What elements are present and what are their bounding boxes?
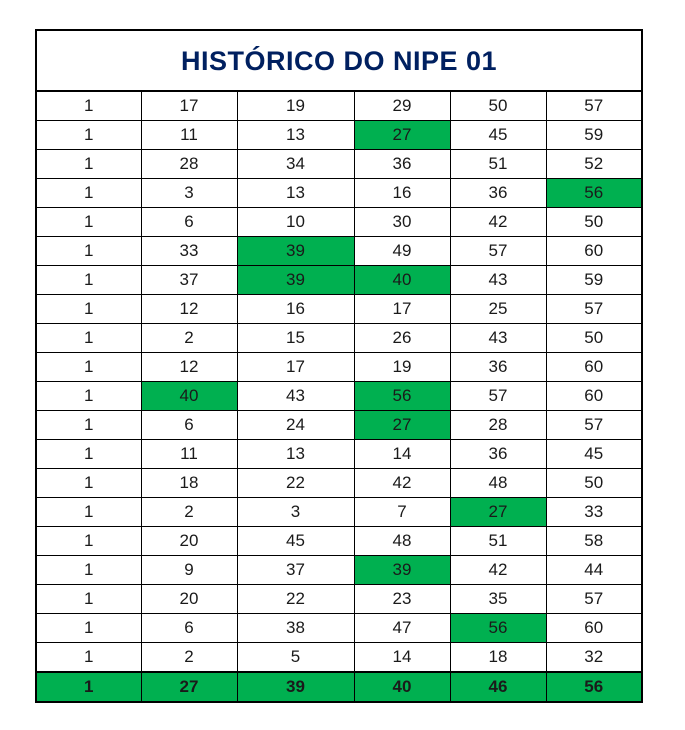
- table-cell: 28: [450, 411, 546, 440]
- table-cell: 22: [237, 585, 354, 614]
- table-cell: 1: [36, 469, 141, 498]
- table-cell: 43: [450, 266, 546, 295]
- table-cell: 57: [546, 585, 642, 614]
- total-cell: 40: [354, 672, 450, 702]
- table-cell: 27: [354, 121, 450, 150]
- title-row: [36, 30, 642, 91]
- table-cell: 1: [36, 150, 141, 179]
- table-cell: 18: [141, 469, 237, 498]
- table-cell: 59: [546, 266, 642, 295]
- table-cell: 1: [36, 266, 141, 295]
- total-cell: 56: [546, 672, 642, 702]
- table-cell: 34: [237, 150, 354, 179]
- table-cell: 7: [354, 498, 450, 527]
- table-cell: 12: [141, 295, 237, 324]
- table-row: [36, 643, 642, 673]
- table-cell: 40: [141, 382, 237, 411]
- table-cell: 36: [450, 179, 546, 208]
- table-cell: 57: [450, 382, 546, 411]
- table-row: [36, 353, 642, 382]
- table-row: [36, 266, 642, 295]
- table-cell: 42: [450, 208, 546, 237]
- table-cell: 3: [141, 179, 237, 208]
- table-cell: 60: [546, 382, 642, 411]
- table-cell: 50: [546, 324, 642, 353]
- table-cell: 2: [141, 324, 237, 353]
- table-cell: 15: [237, 324, 354, 353]
- table-cell: 13: [237, 179, 354, 208]
- table-row: [36, 556, 642, 585]
- table-cell: 50: [546, 469, 642, 498]
- table-cell: 26: [354, 324, 450, 353]
- table-cell: 10: [237, 208, 354, 237]
- table-row: [36, 585, 642, 614]
- table-cell: 1: [36, 91, 141, 121]
- table-cell: 36: [450, 353, 546, 382]
- table-cell: 20: [141, 527, 237, 556]
- table-row: [36, 179, 642, 208]
- table-cell: 17: [141, 91, 237, 121]
- table-row: [36, 91, 642, 121]
- table-cell: 1: [36, 324, 141, 353]
- table-cell: 40: [354, 266, 450, 295]
- table-cell: 9: [141, 556, 237, 585]
- table-cell: 39: [237, 237, 354, 266]
- table-cell: 1: [36, 643, 141, 673]
- table-cell: 1: [36, 411, 141, 440]
- table-cell: 27: [354, 411, 450, 440]
- table-cell: 43: [237, 382, 354, 411]
- total-cell: 46: [450, 672, 546, 702]
- table-row: [36, 411, 642, 440]
- table-cell: 1: [36, 556, 141, 585]
- table-cell: 60: [546, 237, 642, 266]
- table-cell: 2: [141, 643, 237, 673]
- table-cell: 51: [450, 527, 546, 556]
- table-cell: 58: [546, 527, 642, 556]
- table-cell: 27: [450, 498, 546, 527]
- table-cell: 56: [546, 179, 642, 208]
- table-cell: 59: [546, 121, 642, 150]
- table-cell: 32: [546, 643, 642, 673]
- table-cell: 14: [354, 440, 450, 469]
- table-cell: 6: [141, 208, 237, 237]
- table-cell: 1: [36, 614, 141, 643]
- table-row: [36, 498, 642, 527]
- total-row: [36, 672, 642, 702]
- table-cell: 11: [141, 440, 237, 469]
- table-cell: 1: [36, 498, 141, 527]
- table-cell: 1: [36, 179, 141, 208]
- table-cell: 56: [450, 614, 546, 643]
- table-cell: 42: [450, 556, 546, 585]
- table-cell: 57: [546, 295, 642, 324]
- table-cell: 1: [36, 353, 141, 382]
- table-cell: 5: [237, 643, 354, 673]
- table-row: [36, 295, 642, 324]
- table-cell: 3: [237, 498, 354, 527]
- table-row: [36, 469, 642, 498]
- table-cell: 57: [546, 411, 642, 440]
- table-cell: 1: [36, 295, 141, 324]
- table-cell: 6: [141, 411, 237, 440]
- total-cell: 39: [237, 672, 354, 702]
- table-cell: 25: [450, 295, 546, 324]
- table-title: HISTÓRICO DO NIPE 01: [36, 30, 642, 91]
- table-cell: 52: [546, 150, 642, 179]
- table-row: [36, 440, 642, 469]
- table-cell: 16: [354, 179, 450, 208]
- table-row: [36, 237, 642, 266]
- table-cell: 43: [450, 324, 546, 353]
- table-cell: 1: [36, 121, 141, 150]
- table-cell: 29: [354, 91, 450, 121]
- table-cell: 22: [237, 469, 354, 498]
- table-cell: 60: [546, 614, 642, 643]
- table-cell: 11: [141, 121, 237, 150]
- table-cell: 35: [450, 585, 546, 614]
- table-cell: 57: [450, 237, 546, 266]
- table-cell: 39: [354, 556, 450, 585]
- table-cell: 12: [141, 353, 237, 382]
- table-cell: 60: [546, 353, 642, 382]
- table-cell: 50: [546, 208, 642, 237]
- table-cell: 39: [237, 266, 354, 295]
- table-cell: 18: [450, 643, 546, 673]
- table-cell: 45: [450, 121, 546, 150]
- history-table: [35, 29, 643, 703]
- table-cell: 1: [36, 585, 141, 614]
- table-cell: 33: [546, 498, 642, 527]
- table-cell: 44: [546, 556, 642, 585]
- table-cell: 13: [237, 121, 354, 150]
- table-cell: 45: [237, 527, 354, 556]
- table-cell: 57: [546, 91, 642, 121]
- table-cell: 48: [354, 527, 450, 556]
- table-cell: 42: [354, 469, 450, 498]
- table-cell: 49: [354, 237, 450, 266]
- table-cell: 36: [450, 440, 546, 469]
- table-cell: 19: [354, 353, 450, 382]
- table-cell: 14: [354, 643, 450, 673]
- table-cell: 17: [354, 295, 450, 324]
- table-row: [36, 208, 642, 237]
- table-cell: 1: [36, 440, 141, 469]
- table-cell: 48: [450, 469, 546, 498]
- table-cell: 6: [141, 614, 237, 643]
- table-cell: 33: [141, 237, 237, 266]
- table-cell: 56: [354, 382, 450, 411]
- table-cell: 1: [36, 382, 141, 411]
- table-cell: 1: [36, 208, 141, 237]
- total-cell: 27: [141, 672, 237, 702]
- table-cell: 30: [354, 208, 450, 237]
- table-row: [36, 614, 642, 643]
- table-cell: 1: [36, 237, 141, 266]
- table-cell: 16: [237, 295, 354, 324]
- table-cell: 37: [141, 266, 237, 295]
- table-cell: 2: [141, 498, 237, 527]
- table-cell: 28: [141, 150, 237, 179]
- table-cell: 47: [354, 614, 450, 643]
- table-row: [36, 150, 642, 179]
- table-cell: 13: [237, 440, 354, 469]
- table-row: [36, 324, 642, 353]
- table-cell: 1: [36, 527, 141, 556]
- table-cell: 23: [354, 585, 450, 614]
- table-cell: 50: [450, 91, 546, 121]
- table-cell: 24: [237, 411, 354, 440]
- table-cell: 51: [450, 150, 546, 179]
- table-row: [36, 121, 642, 150]
- table-cell: 20: [141, 585, 237, 614]
- table-cell: 17: [237, 353, 354, 382]
- table-cell: 38: [237, 614, 354, 643]
- table-row: [36, 382, 642, 411]
- table-cell: 45: [546, 440, 642, 469]
- table-row: [36, 527, 642, 556]
- table-cell: 37: [237, 556, 354, 585]
- total-cell: 1: [36, 672, 141, 702]
- table-cell: 36: [354, 150, 450, 179]
- table-cell: 19: [237, 91, 354, 121]
